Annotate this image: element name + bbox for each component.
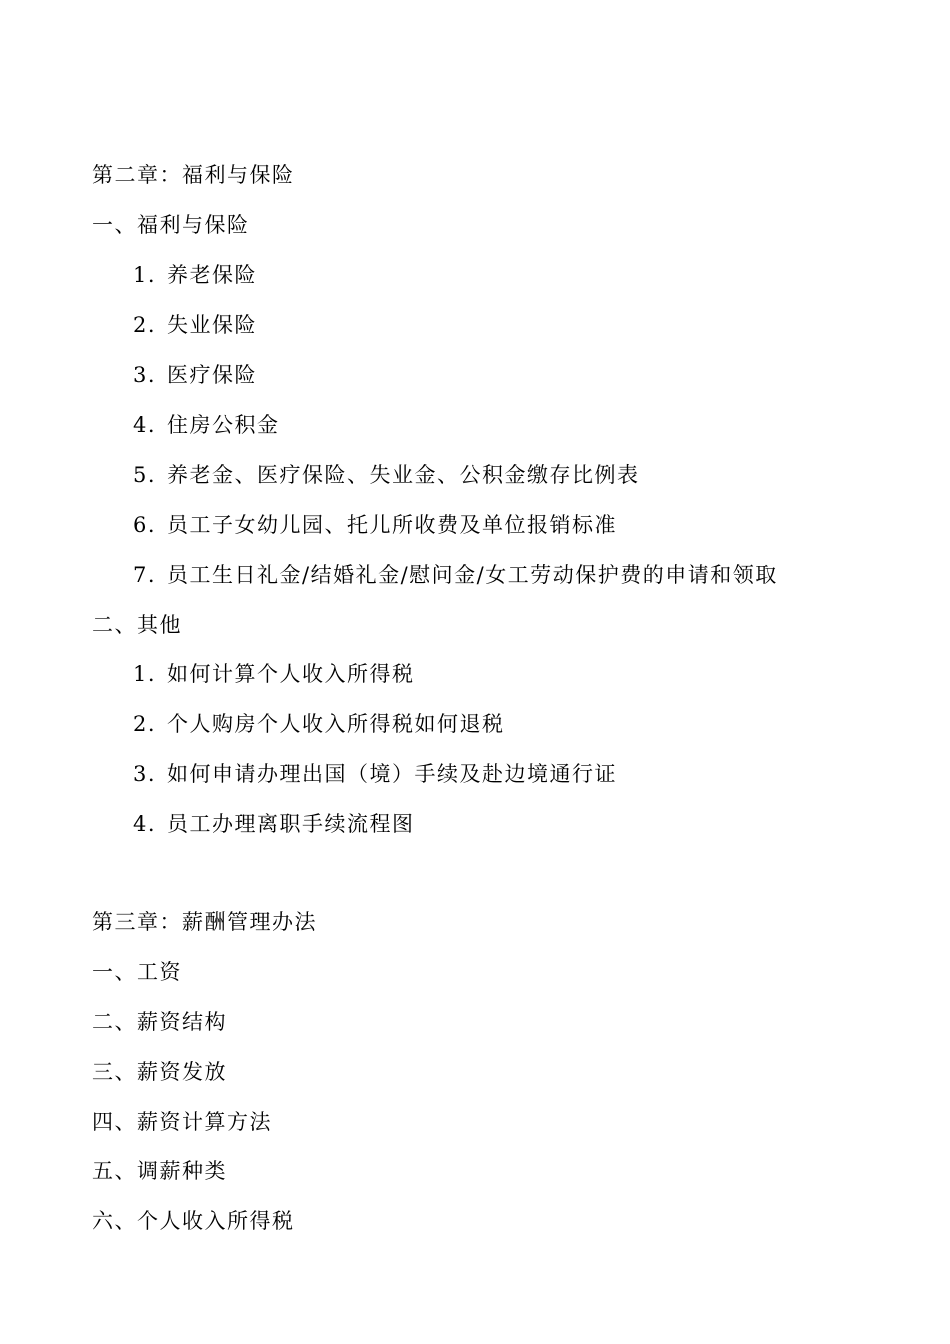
item-number: 2. [133,712,157,736]
item-number: 2. [133,313,157,337]
item-text: 住房公积金 [167,413,280,437]
list-item [133,311,257,339]
list-item [133,561,778,589]
list-item [133,760,617,788]
list-item [133,511,617,539]
section-heading-welfare: 一、福利与保险 [92,213,250,237]
list-item [133,411,280,439]
item-number: 4. [133,812,157,836]
item-text: 员工生日礼金/结婚礼金/慰问金/女工劳动保护费的申请和领取 [167,563,778,587]
chapter-2-title: 第二章：福利与保险 [92,163,295,187]
section-heading: 五、调薪种类 [92,1159,227,1183]
item-text: 养老金、医疗保险、失业金、公积金缴存比例表 [167,463,640,487]
list-item [133,461,640,489]
item-text: 个人购房个人收入所得税如何退税 [167,712,505,736]
chapter-3-title: 第三章：薪酬管理办法 [92,910,317,934]
item-text: 如何计算个人收入所得税 [167,662,415,686]
item-number: 4. [133,413,157,437]
item-number: 1. [133,263,157,287]
item-number: 3. [133,762,157,786]
list-item [133,261,257,289]
section-heading: 二、薪资结构 [92,1010,227,1034]
item-number: 6. [133,513,157,537]
item-text: 医疗保险 [167,363,257,387]
item-number: 3. [133,363,157,387]
item-text: 失业保险 [167,313,257,337]
item-number: 5. [133,463,157,487]
list-item [133,660,415,688]
section-heading: 三、薪资发放 [92,1060,227,1084]
list-item [133,710,505,738]
item-text: 如何申请办理出国（境）手续及赴边境通行证 [167,762,617,786]
item-number: 7. [133,563,157,587]
list-item [133,810,415,838]
item-text: 员工子女幼儿园、托儿所收费及单位报销标准 [167,513,617,537]
item-text: 员工办理离职手续流程图 [167,812,415,836]
section-heading: 一、工资 [92,960,182,984]
section-heading: 四、薪资计算方法 [92,1110,272,1134]
item-number: 1. [133,662,157,686]
list-item [133,361,257,389]
section-heading-other: 二、其他 [92,613,182,637]
item-text: 养老保险 [167,263,257,287]
section-heading: 六、个人收入所得税 [92,1209,295,1233]
